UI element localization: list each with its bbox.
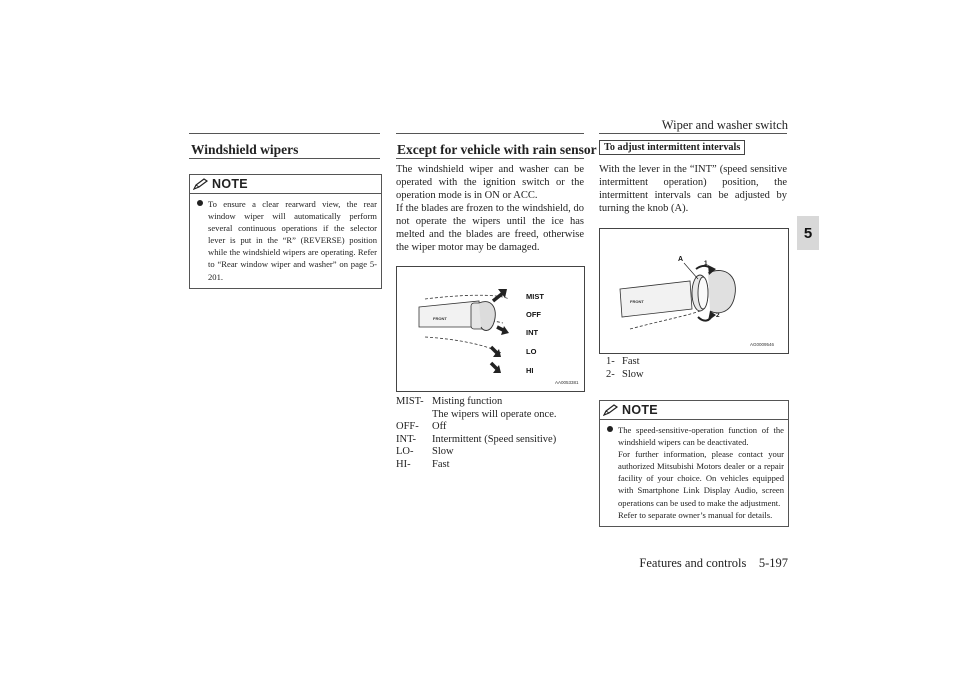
knob-label-a: A	[678, 256, 684, 263]
running-header: Wiper and washer switch	[661, 118, 788, 132]
direction-label-2: 2	[716, 312, 720, 319]
subsection-heading-intervals: To adjust intermittent intervals	[599, 140, 745, 155]
note-box	[599, 400, 789, 527]
legend-row: OFF- Off	[396, 421, 447, 433]
bullet-icon	[607, 426, 613, 432]
wiper-stalk-illustration	[397, 267, 584, 391]
position-label-off: OFF	[526, 310, 541, 319]
note-label: NOTE	[212, 177, 248, 191]
pencil-icon	[603, 404, 619, 416]
section-top-rule	[189, 133, 380, 134]
position-label-hi: HI	[526, 366, 534, 375]
note-text: To ensure a clear rearward view, the rear window wiper will automatically perform several continuous operations if the selector lever is put in the “R” (REVERSE) position while the windshield wipers are operating. Refer to “Rear window wiper and washer” on page 5-201.	[208, 199, 377, 282]
legend-row: INT- Intermittent (Speed sensitive)	[396, 433, 557, 445]
paragraph-intervals: With the lever in the “INT” (speed sensitive intermittent operation) position, the intermittent intervals can be adjusted by turning the knob (A).	[599, 164, 787, 215]
figure-code: AG0009546	[750, 342, 775, 347]
note-header	[190, 175, 381, 194]
pencil-icon	[193, 178, 209, 190]
stalk-label: FRONT	[630, 299, 644, 304]
legend-row: The wipers will operate once.	[432, 408, 557, 420]
legend-row: 1- Fast	[606, 356, 640, 367]
note-box	[189, 174, 382, 289]
direction-legend	[606, 356, 766, 381]
note-text: Refer to separate owner’s manual for details.	[618, 509, 773, 520]
section-heading-except-rain-sensor: Except for vehicle with rain sensor	[397, 142, 597, 157]
position-label-mist: MIST	[526, 292, 544, 301]
note-text: The speed-sensitive-operation function of the windshield wipers can be deactivated.	[618, 425, 784, 448]
note-text: For further information, please contact your authorized Mitsubishi Motors dealer or a repair facility of your choice. On vehicles equipped with Smartphone Link Display Audio, screen operations can be used to make the adjustment.	[618, 449, 784, 508]
section-bottom-rule	[189, 158, 380, 159]
position-legend	[396, 396, 584, 472]
stalk-label: FRONT	[433, 316, 447, 321]
note-item	[190, 194, 381, 288]
intermittent-knob-figure	[599, 228, 789, 354]
figure-code: AA0053381	[555, 380, 579, 385]
section-top-rule	[396, 133, 584, 134]
position-label-lo: LO	[526, 347, 537, 356]
knob-illustration	[600, 229, 788, 353]
chapter-tab: 5	[797, 216, 819, 250]
direction-label-1: 1	[704, 260, 708, 267]
legend-row: LO- Slow	[396, 446, 454, 458]
section-bottom-rule	[396, 158, 584, 159]
legend-row: MIST- Misting function	[396, 396, 503, 407]
wiper-lever-figure	[396, 266, 585, 392]
legend-row: 2- Slow	[606, 368, 644, 380]
bullet-icon	[197, 200, 203, 206]
note-label: NOTE	[622, 403, 658, 417]
note-item	[600, 420, 788, 526]
page-footer: Features and controls 5-197	[639, 556, 788, 570]
paragraph-operation: The windshield wiper and washer can be operated with the ignition switch or the operation mode is in ON or ACC.	[396, 164, 584, 202]
note-header	[600, 401, 788, 420]
position-label-int: INT	[526, 328, 539, 337]
legend-row: HI- Fast	[396, 458, 450, 470]
section-heading-windshield-wipers: Windshield wipers	[191, 142, 299, 157]
section-top-rule	[599, 133, 787, 134]
paragraph-frozen-blades: If the blades are frozen to the windshield, do not operate the wipers until the ice has melted and the blades are freed, otherwise the wiper motor may be damaged.	[396, 203, 584, 254]
